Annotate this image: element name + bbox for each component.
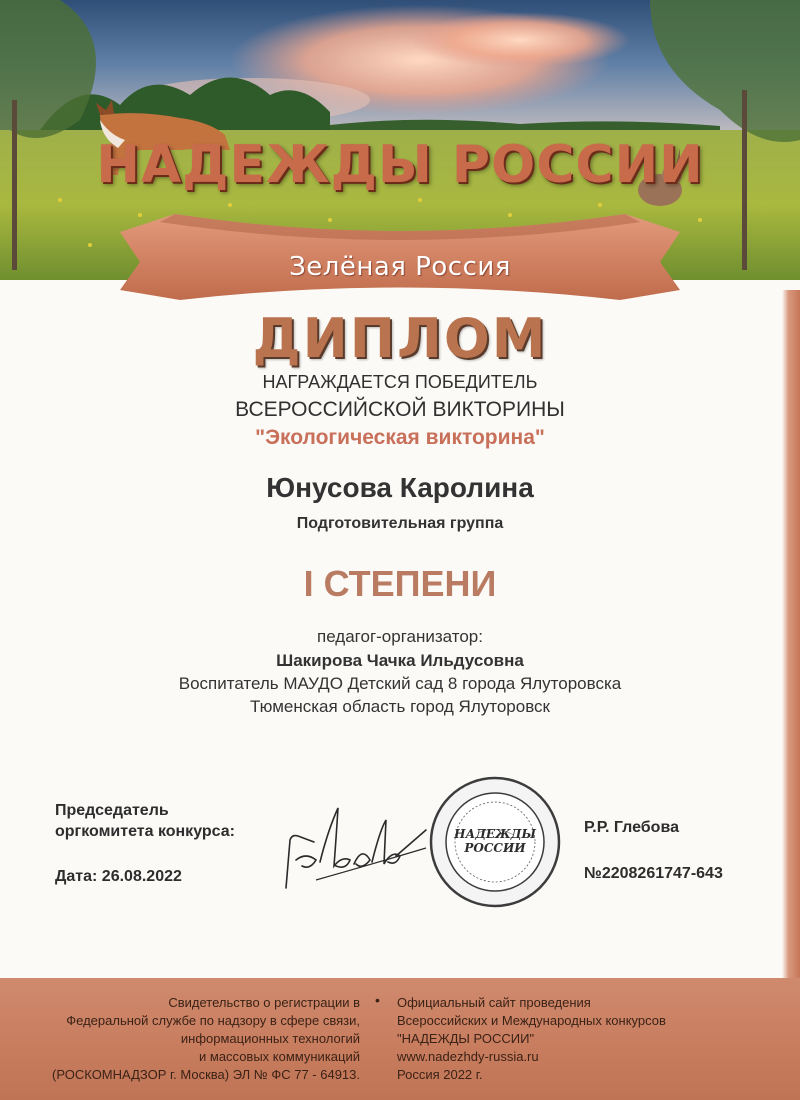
header-landscape-image (0, 0, 800, 300)
registration-line: Свидетельство о регистрации в (168, 995, 360, 1010)
ribbon-title: Зелёная Россия (289, 252, 511, 282)
organizer-label: педагог-организатор: (317, 627, 483, 646)
stamp-center-text (428, 827, 562, 855)
chairman-label-line2: оргкомитета конкурса: (55, 823, 235, 840)
website-info (397, 994, 666, 1084)
handwritten-signature (276, 800, 436, 900)
issue-date: Дата: 26.08.2022 (55, 868, 182, 885)
website-line: "НАДЕЖДЫ РОССИИ" (397, 1031, 535, 1046)
stamp-line2: РОССИИ (464, 841, 526, 855)
website-line: Всероссийских и Международных конкурсов (397, 1013, 666, 1028)
teacher-region: Тюменская область город Ялуторовск (250, 697, 550, 716)
diploma-title: ДИПЛОМ (252, 307, 548, 370)
contest-logo: НАДЕЖДЫ РОССИИ (96, 135, 704, 195)
website-line: Официальный сайт проведения (397, 995, 591, 1010)
certificate-number: №2208261747-643 (584, 865, 723, 882)
winner-group: Подготовительная группа (296, 515, 504, 532)
teacher-position: Воспитатель МАУДО Детский сад 8 города Ялуторовска (178, 674, 622, 693)
registration-line: (РОСКОМНАДЗОР г. Москва) ЭЛ № ФС 77 - 64913. (52, 1067, 360, 1082)
stamp-line1: НАДЕЖДЫ (454, 827, 536, 841)
footer-band (0, 978, 800, 1100)
chairman-name: Р.Р. Глебова (584, 819, 679, 836)
registration-line: и массовых коммуникаций (199, 1049, 360, 1064)
winner-name: Юнусова Каролина (266, 472, 534, 503)
chairman-label-line1: Председатель (55, 802, 169, 819)
footer-separator: • (375, 992, 380, 1008)
awarded-line: НАГРАЖДАЕТСЯ ПОБЕДИТЕЛЬ (262, 372, 538, 392)
website-line: Россия 2022 г. (397, 1067, 483, 1082)
chairman-label (55, 800, 235, 842)
registration-line: Федеральной службе по надзору в сфере связи, (66, 1013, 360, 1028)
website-link[interactable]: www.nadezhdy-russia.ru (397, 1049, 539, 1064)
registration-info (52, 994, 360, 1084)
quiz-type: ВСЕРОССИЙСКОЙ ВИКТОРИНЫ (235, 398, 565, 421)
quiz-name: "Экологическая викторина" (255, 426, 545, 449)
teacher-name: Шакирова Чачка Ильдусовна (276, 651, 524, 670)
official-stamp (428, 775, 562, 909)
registration-line: информационных технологий (180, 1031, 360, 1046)
award-degree: I СТЕПЕНИ (303, 563, 497, 604)
